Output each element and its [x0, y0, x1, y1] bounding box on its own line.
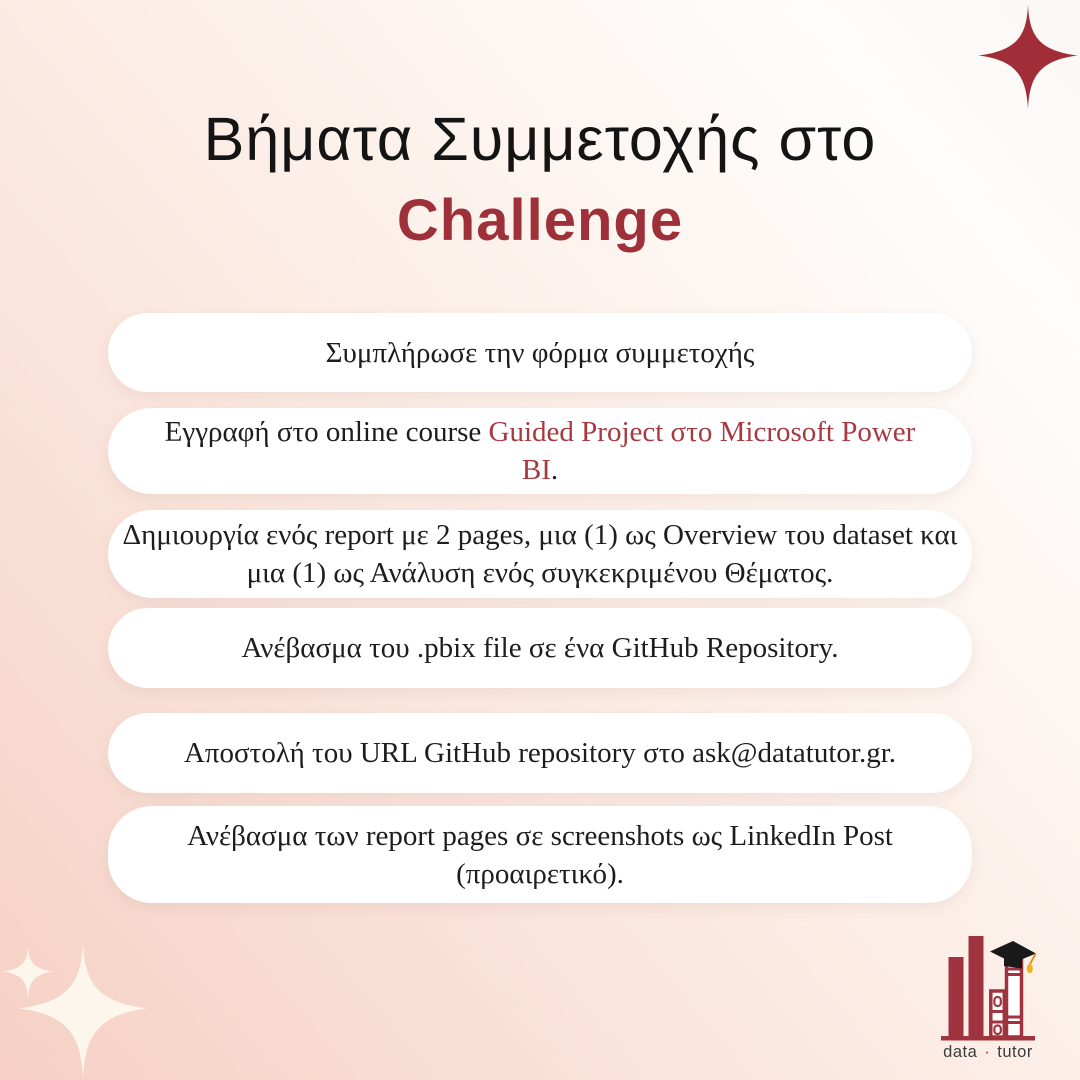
logo-dot-separator: ·: [984, 1043, 991, 1061]
step-text-3: Δημιουργία ενός report με 2 pages, μια (1) ως Overview του dataset και μια (1) ως Ανάλυση ενός συγκεκριμένου Θέματος.: [122, 519, 958, 589]
step-text-2-suffix: .: [550, 454, 559, 486]
step-text-2-prefix: Εγγραφή στο online course: [164, 416, 489, 448]
step-text-6: Ανέβασμα των report pages σε screenshots ως LinkedIn Post (προαιρετικό).: [187, 819, 893, 890]
logo-word-data: data: [943, 1043, 978, 1061]
step-card-1: [108, 313, 972, 392]
step-text-2-highlight: Guided Project στο Microsoft Power BI: [488, 416, 916, 486]
step-card-5: [108, 713, 972, 793]
sparkle-icon: [978, 5, 1078, 110]
step-text-2: [153, 413, 927, 489]
page-subtitle: Challenge: [396, 188, 684, 253]
brand-logo: [930, 930, 1046, 1062]
step-card-2: [108, 408, 972, 494]
step-card-4: [108, 608, 972, 688]
logo-wordmark: [930, 1043, 1046, 1062]
step-card-6: [108, 806, 972, 903]
step-text-1: Συμπλήρωσε την φόρμα συμμετοχής: [325, 336, 755, 369]
step-card-3: [108, 510, 972, 598]
logo-word-tutor: tutor: [997, 1043, 1033, 1061]
step-text-5: Αποστολή του URL GitHub repository στο ask@datatutor.gr.: [183, 737, 897, 769]
step-text-4: Ανέβασμα του .pbix file σε ένα GitHub Repository.: [241, 632, 839, 664]
bar-chart-books-graduation-cap-icon: [938, 930, 1038, 1042]
sparkle-icon: [17, 943, 149, 1079]
page-title: Βήματα Συμμετοχής στο: [203, 105, 877, 173]
